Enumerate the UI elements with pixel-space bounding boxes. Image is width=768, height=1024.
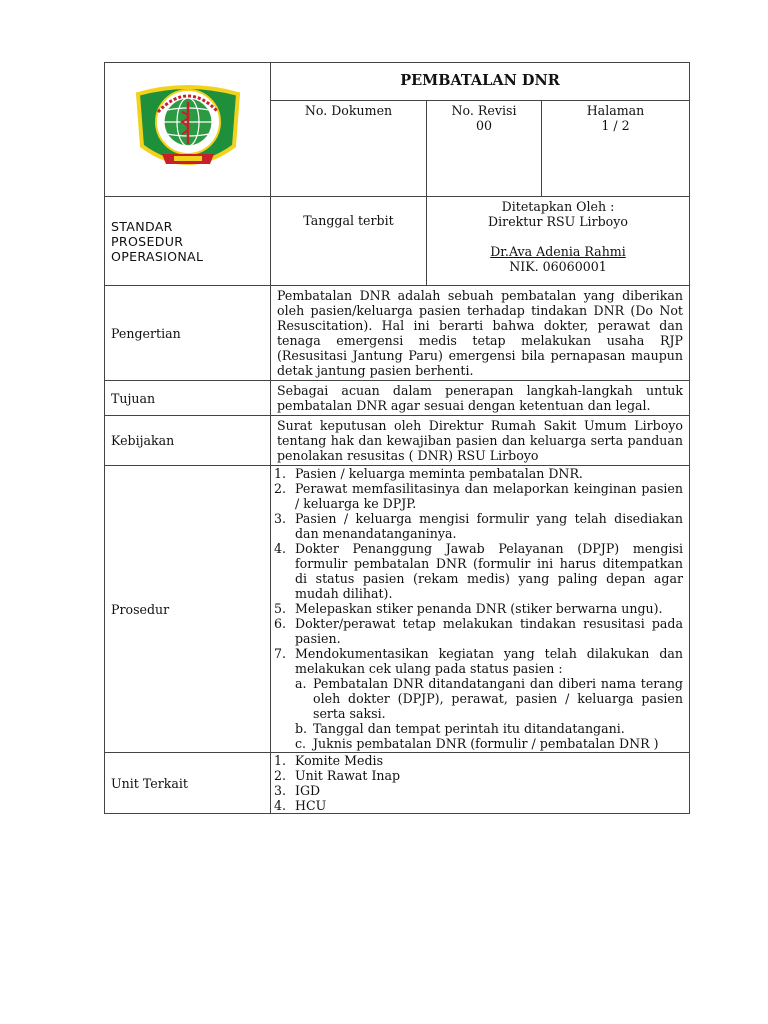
unit-terkait-item: 1. Komite Medis xyxy=(274,753,384,768)
pengertian-text: Pembatalan DNR adalah sebuah pembatalan yang diberikan oleh pasien/keluarga pasien terhadap tindakan DNR (Do Not Resuscitation). Hal ini berarti bahwa dokter, perawat dan tenaga emergensi medis tetap melakukan usaha RJP (Resusitasi Jantung Paru) emergensi bila pernapasan maupun detak jantung pasien berhenti. xyxy=(271,286,690,381)
prosedur-steps-list xyxy=(271,466,689,616)
unit-terkait-list xyxy=(271,753,689,813)
tujuan-row xyxy=(105,381,690,416)
prosedur-row xyxy=(105,466,690,753)
ditetapkan-cell xyxy=(427,197,690,286)
kebijakan-text: Surat keputusan oleh Direktur Rumah Sakit Umum Lirboyo tentang hak dan kewajiban pasien dan keluarga serta panduan penolakan resusitas ( DNR) RSU Lirboyo xyxy=(271,416,690,466)
hospital-logo-emblem-icon xyxy=(132,76,244,180)
prosedur-step: 6. Dokter/perawat tetap melakukan tindakan resusitasi pada pasien. xyxy=(274,616,683,646)
halaman-label: Halaman xyxy=(586,103,645,118)
prosedur-step: 7. Mendokumentasikan kegiatan yang telah dilakukan dan melakukan cek ulang pada status pasien : a. Pembatalan DNR ditandatangani dan diberi nama terang oleh dokter (DPJP), perawat, pasien / keluarga pasien serta saksi. b. Tanggal dan tempat perintah itu ditandatangani. c. Juknis pembatalan DNR (formulir / pembatalan DNR ) xyxy=(274,646,683,751)
signer-nik: NIK. 06060001 xyxy=(509,259,607,274)
prosedur-substep: b. Tanggal dan tempat perintah itu ditandatangani. xyxy=(295,721,625,736)
unit-terkait-item: 3. IGD xyxy=(274,783,321,798)
header-title-row xyxy=(105,63,690,101)
sop-label-cell xyxy=(105,197,271,286)
sop-label-line2: PROSEDUR xyxy=(111,233,184,249)
prosedur-substeps-list xyxy=(295,676,683,751)
no-dokumen-label: No. Dokumen xyxy=(304,103,393,118)
prosedur-steps-list-b xyxy=(271,616,689,751)
sop-label-line1: STANDAR xyxy=(111,218,173,234)
document-title: PEMBATALAN DNR xyxy=(271,63,690,101)
signer-name: Dr.Ava Adenia Rahmi xyxy=(490,244,626,259)
no-revisi-cell xyxy=(427,101,542,197)
tujuan-label: Tujuan xyxy=(105,381,271,416)
ditetapkan-label: Ditetapkan Oleh : xyxy=(501,199,615,214)
no-revisi-label: No. Revisi xyxy=(451,103,517,118)
unit-terkait-row xyxy=(105,753,690,814)
unit-terkait-item: 4. HCU xyxy=(274,798,327,813)
prosedur-step: 3. Pasien / keluarga mengisi formulir yang telah disediakan dan menandatanganinya. xyxy=(274,511,683,541)
prosedur-label: Prosedur xyxy=(105,466,271,753)
hospital-logo xyxy=(105,63,270,193)
prosedur-content xyxy=(271,466,690,753)
tanggal-terbit-label: Tanggal terbit xyxy=(303,213,394,228)
tujuan-text: Sebagai acuan dalam penerapan langkah-langkah untuk pembatalan DNR agar sesuai dengan ketentuan dan legal. xyxy=(271,381,690,416)
prosedur-step: 5. Melepaskan stiker penanda DNR (stiker berwarna ungu). xyxy=(274,601,663,616)
unit-terkait-label: Unit Terkait xyxy=(105,753,271,814)
kebijakan-label: Kebijakan xyxy=(105,416,271,466)
sop-label-line3: OPERASIONAL xyxy=(111,248,204,264)
sop-row xyxy=(105,197,690,286)
unit-terkait-item: 2. Unit Rawat Inap xyxy=(274,768,401,783)
unit-terkait-content xyxy=(271,753,690,814)
pengertian-row xyxy=(105,286,690,381)
prosedur-substep: a. Pembatalan DNR ditandatangani dan diberi nama terang oleh dokter (DPJP), perawat, pasien / keluarga pasien serta saksi. xyxy=(295,676,683,721)
halaman-value: 1 / 2 xyxy=(601,118,630,133)
no-revisi-value: 00 xyxy=(475,118,493,133)
prosedur-step: 4. Dokter Penanggung Jawab Pelayanan (DPJP) mengisi formulir pembatalan DNR (formulir ini harus ditempatkan di status pasien (rekam medis) yang paling depan agar mudah dilihat). xyxy=(274,541,683,601)
pengertian-label: Pengertian xyxy=(105,286,271,381)
prosedur-step: 2. Perawat memfasilitasinya dan melaporkan keinginan pasien / keluarga ke DPJP. xyxy=(274,481,683,511)
sop-table xyxy=(104,62,690,814)
tanggal-terbit-cell xyxy=(271,197,427,286)
prosedur-substep: c. Juknis pembatalan DNR (formulir / pembatalan DNR ) xyxy=(295,736,659,751)
kebijakan-row xyxy=(105,416,690,466)
no-dokumen-cell xyxy=(271,101,427,197)
prosedur-step: 1. Pasien / keluarga meminta pembatalan DNR. xyxy=(274,466,583,481)
direktur-label: Direktur RSU Lirboyo xyxy=(488,214,628,229)
logo-cell xyxy=(105,63,271,197)
halaman-cell xyxy=(542,101,690,197)
